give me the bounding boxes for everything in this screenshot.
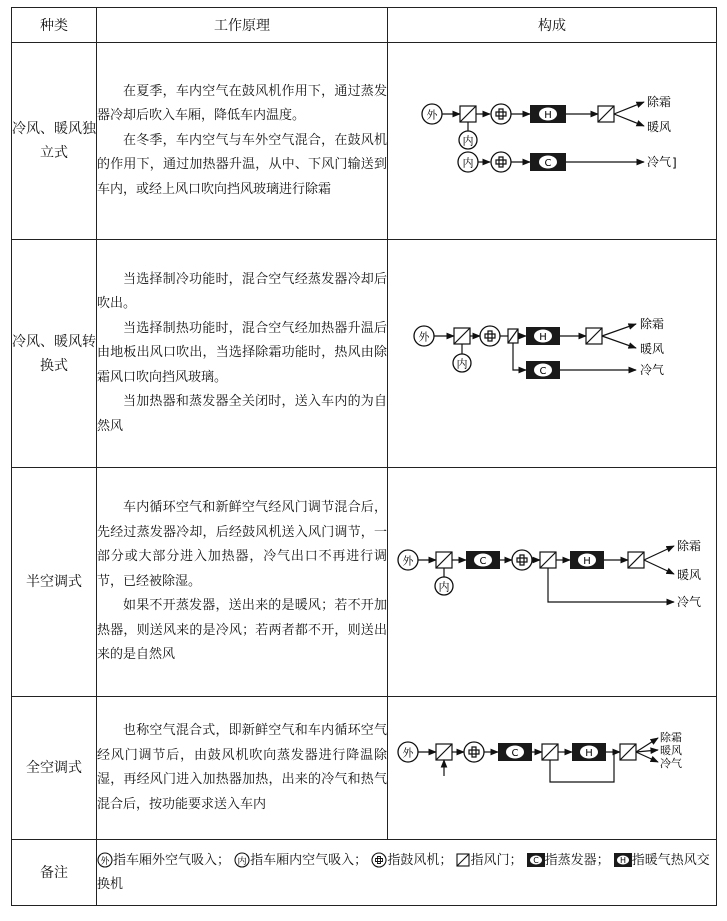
- svg-text:内: 内: [237, 857, 247, 867]
- note-cooler-text: 指蒸发器；: [544, 852, 610, 868]
- warm-air-label: 暖风: [677, 568, 702, 582]
- blower-fan-icon: [491, 152, 511, 172]
- kind-cell: 冷风、暖风转换式: [12, 240, 97, 468]
- row-switching: [12, 240, 717, 468]
- defrost-label: 除霜: [640, 316, 665, 331]
- flow-diagram-full: [392, 726, 712, 806]
- cooler-label: C: [479, 556, 487, 567]
- cold-air-label: 冷气: [640, 362, 665, 377]
- outside-label: 外: [426, 108, 438, 122]
- damper-icon: [456, 853, 470, 867]
- kind-cell: 冷风、暖风独立式: [12, 43, 97, 240]
- outside-label: 外: [418, 330, 430, 343]
- blower-fan-icon: [480, 326, 500, 346]
- note-legend: [97, 840, 717, 906]
- inside-label: 内: [462, 134, 474, 148]
- inside-air-icon: [234, 852, 250, 868]
- cold-air-label: 冷气: [677, 595, 702, 609]
- principle-paragraph: 在夏季，车内空气在鼓风机作用下，通过蒸发器冷却后吹入车厢，降低车内温度。: [97, 83, 387, 124]
- evaporator-icon: [527, 853, 545, 867]
- header-principle: 工作原理: [97, 8, 388, 43]
- heater-icon: [614, 853, 632, 867]
- ac-types-table: [11, 7, 717, 906]
- diagram-cell: [388, 468, 717, 697]
- principle-paragraph: 当加热器和蒸发器全关闭时，送入车内的为自然风: [97, 394, 387, 434]
- cold-air-label: 冷气: [647, 155, 672, 169]
- svg-text:C: C: [532, 856, 539, 865]
- principle-cell: [97, 240, 388, 468]
- kind-cell: 全空调式: [12, 697, 97, 840]
- blower-fan-icon: [464, 742, 484, 762]
- principle-cell: [97, 468, 388, 697]
- cooler-label: C: [511, 748, 519, 759]
- diagram-cell: [388, 43, 717, 240]
- principle-paragraph: 当选择制热功能时，混合空气经加热器升温后由地板出风口吹出，当选择除霜功能时，热风由除霜风口吹向挡风玻璃。: [97, 320, 387, 385]
- row-full: [12, 697, 717, 840]
- bracket-mark: ]: [672, 156, 677, 170]
- flow-diagram-switching: [402, 302, 702, 402]
- warm-air-label: 暖风: [647, 120, 672, 134]
- inside-label: 内: [462, 156, 474, 170]
- diagram-cell: [388, 697, 717, 840]
- principle-paragraph: 如果不开蒸发器，送出来的是暖风；若不开加热器，则送风来的是冷风；若两者都不开，则送出来的是自然风: [97, 598, 387, 663]
- principle-cell: [97, 697, 388, 840]
- heater-label: H: [585, 748, 593, 759]
- blower-fan-icon: [371, 852, 387, 868]
- heater-label: H: [539, 331, 547, 343]
- kind-cell: 半空调式: [12, 468, 97, 697]
- header-row: [12, 8, 717, 43]
- principle-paragraph: 也称空气混合式，即新鲜空气和车内循环空气经风门调节后，由鼓风机吹向蒸发器进行降温除湿，再经风门进入加热器加热，出来的冷气和热气混合后，按功能要求送入车内: [97, 723, 387, 812]
- note-fan-text: 指鼓风机；: [387, 852, 453, 868]
- svg-text:外: 外: [100, 857, 110, 867]
- cold-air-label: 冷气: [660, 757, 682, 770]
- note-damper-text: 指风门；: [470, 852, 523, 868]
- heater-label: H: [583, 556, 591, 567]
- defrost-label: 除霜: [660, 731, 682, 744]
- diagram-cell: [388, 240, 717, 468]
- principle-paragraph: 当选择制冷功能时，混合空气经蒸发器冷却后吹出。: [97, 271, 387, 312]
- outside-label: 外: [402, 554, 414, 568]
- note-heater-text: 指暖气热风交换机: [97, 852, 710, 892]
- header-kind: 种类: [12, 8, 97, 43]
- inside-label: 内: [438, 580, 450, 594]
- inside-label: 内: [456, 357, 468, 370]
- defrost-label: 除霜: [647, 95, 672, 109]
- principle-cell: [97, 43, 388, 240]
- outside-air-icon: [97, 852, 113, 868]
- defrost-label: 除霜: [677, 539, 702, 553]
- svg-text:H: H: [619, 856, 626, 865]
- blower-fan-icon: [512, 550, 532, 570]
- flow-diagram-semi: [392, 530, 712, 630]
- note-inside-text: 指车厢内空气吸入；: [250, 852, 368, 868]
- row-semi: [12, 468, 717, 697]
- principle-paragraph: 在冬季，车内空气与车外空气混合，在鼓风机的作用下，通过加热器升温，从中、下风门输送到车内，或经上风口吹向挡风玻璃进行除霜: [97, 132, 387, 197]
- header-composition: 构成: [388, 8, 717, 43]
- cooler-label: C: [544, 158, 552, 169]
- cooler-label: C: [539, 365, 547, 377]
- warm-air-label: 暖风: [660, 744, 682, 757]
- row-note: [12, 840, 717, 906]
- blower-fan-icon: [491, 104, 511, 124]
- principle-paragraph: 车内循环空气和新鲜空气经风门调节混合后，先经过蒸发器冷却，后经鼓风机送入风门调节，一部分或大部分进入加热器，冷气出口不再进行调节，已经被除湿。: [97, 500, 387, 589]
- note-label: 备注: [12, 840, 97, 906]
- warm-air-label: 暖风: [640, 341, 665, 356]
- outside-label: 外: [402, 746, 414, 760]
- flow-diagram-independent: [402, 84, 702, 194]
- row-independent: [12, 43, 717, 240]
- heater-label: H: [544, 110, 552, 121]
- note-outside-text: 指车厢外空气吸入；: [113, 852, 231, 868]
